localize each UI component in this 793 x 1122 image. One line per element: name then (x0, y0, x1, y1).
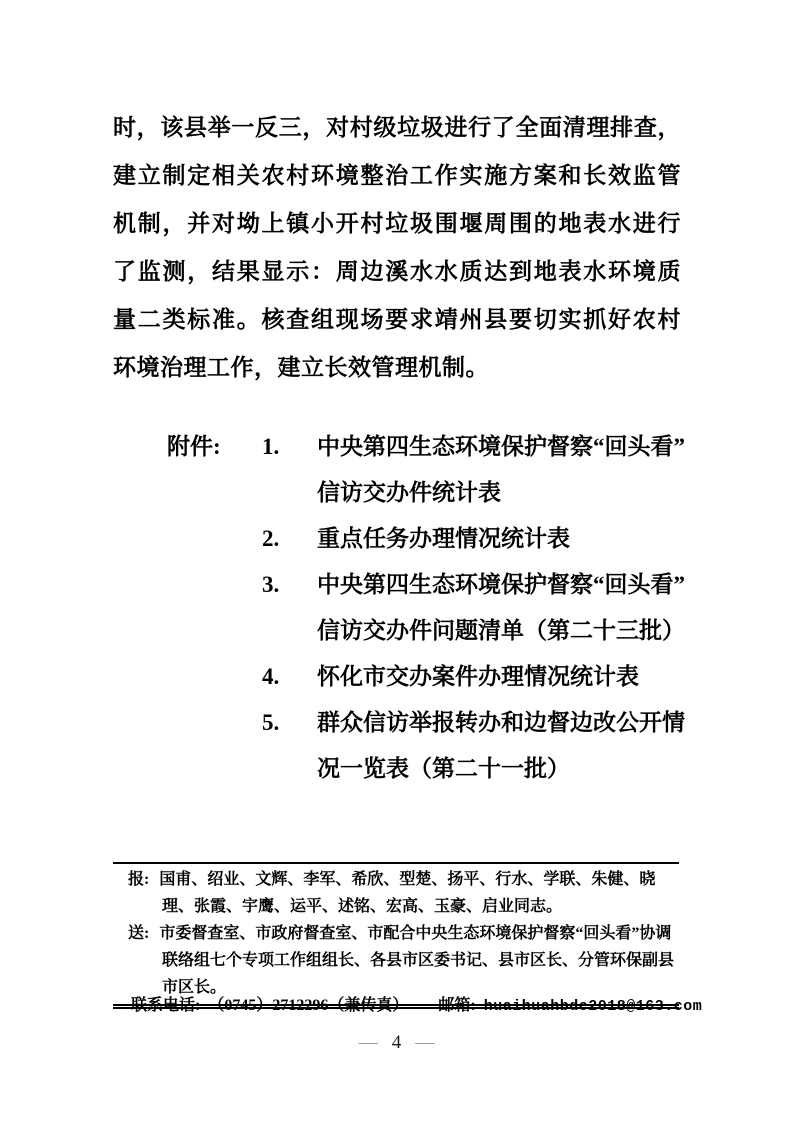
body-line: 机制，并对坳上镇小开村垃圾围堰周围的地表水进行 (113, 211, 681, 236)
report-label: 报: (128, 871, 150, 888)
page-number-dash: — (415, 1032, 435, 1053)
attachment-title (317, 424, 692, 516)
contact-line (131, 994, 703, 1019)
attachment-title-line: 中央第四生态环境保护督察“回头看” (317, 434, 685, 459)
attachment-number: 5. (262, 710, 280, 735)
attachment-title (317, 654, 692, 700)
attachment-title (317, 700, 692, 792)
attachment-item (262, 700, 692, 792)
attachment-item (262, 562, 692, 654)
body-line: 建立制定相关农村环境整治工作实施方案和长效监管 (113, 163, 681, 188)
attachment-title-line: 况一览表（第二十一批） (317, 756, 570, 781)
page-number-value: 4 (391, 1032, 402, 1053)
body-line: 量二类标准。核查组现场要求靖州县要切实抓好农村 (113, 307, 681, 332)
email-value: huaihuahbdc2018@163.com (483, 998, 703, 1015)
attachment-title-line: 群众信访举报转办和边督边改公开情 (317, 710, 685, 735)
attachment-title-line: 中央第四生态环境保护督察“回头看” (317, 572, 685, 597)
page-number (0, 1030, 793, 1056)
body-line: 时，该县举一反三，对村级垃圾进行了全面清理排查， (113, 115, 681, 140)
body-line: 环境治理工作，建立长效管理机制。 (113, 355, 489, 380)
attachments-label: 附件: (167, 434, 221, 459)
body-line: 了监测，结果显示：周边溪水水质达到地表水环境质 (113, 259, 681, 284)
distribution-block (113, 862, 679, 1009)
attachment-title-line: 信访交办件统计表 (317, 480, 501, 505)
report-names: 国甫、绍业、文辉、李军、希欣、型楚、扬平、行水、学联、朱健、晓理、张霞、宇鹰、运平、述铭、宏高、玉豪、启业同志。 (159, 871, 656, 915)
attachment-item (262, 424, 692, 516)
body-paragraph (113, 104, 681, 392)
phone-label: 联系电话: (131, 997, 201, 1014)
attachment-item (262, 516, 692, 562)
email-label: 邮箱: (438, 997, 476, 1014)
attachment-item (262, 654, 692, 700)
attachment-title-line: 怀化市交办案件办理情况统计表 (317, 664, 639, 689)
page-number-dash: — (358, 1032, 378, 1053)
attachment-title (317, 562, 692, 654)
attachment-number: 2. (262, 526, 280, 551)
attachment-number: 4. (262, 664, 280, 689)
phone-value: （0745）2712296（兼传真） (208, 997, 409, 1014)
attachment-title-line: 信访交办件问题清单（第二十三批） (317, 618, 685, 643)
attachment-title-line: 重点任务办理情况统计表 (317, 526, 570, 551)
send-label: 送: (128, 925, 150, 942)
attachment-number: 3. (262, 572, 280, 597)
send-line (128, 920, 679, 1001)
attachments-list (262, 424, 692, 792)
attachment-title (317, 516, 692, 562)
report-line (128, 866, 679, 920)
attachment-number: 1. (262, 434, 280, 459)
send-recipients: 市委督查室、市政府督查室、市配合中央生态环境保护督察“回头看”协调联络组七个专项工作组组长、各县市区委书记、县市区长、分管环保副县市区长。 (159, 925, 675, 996)
